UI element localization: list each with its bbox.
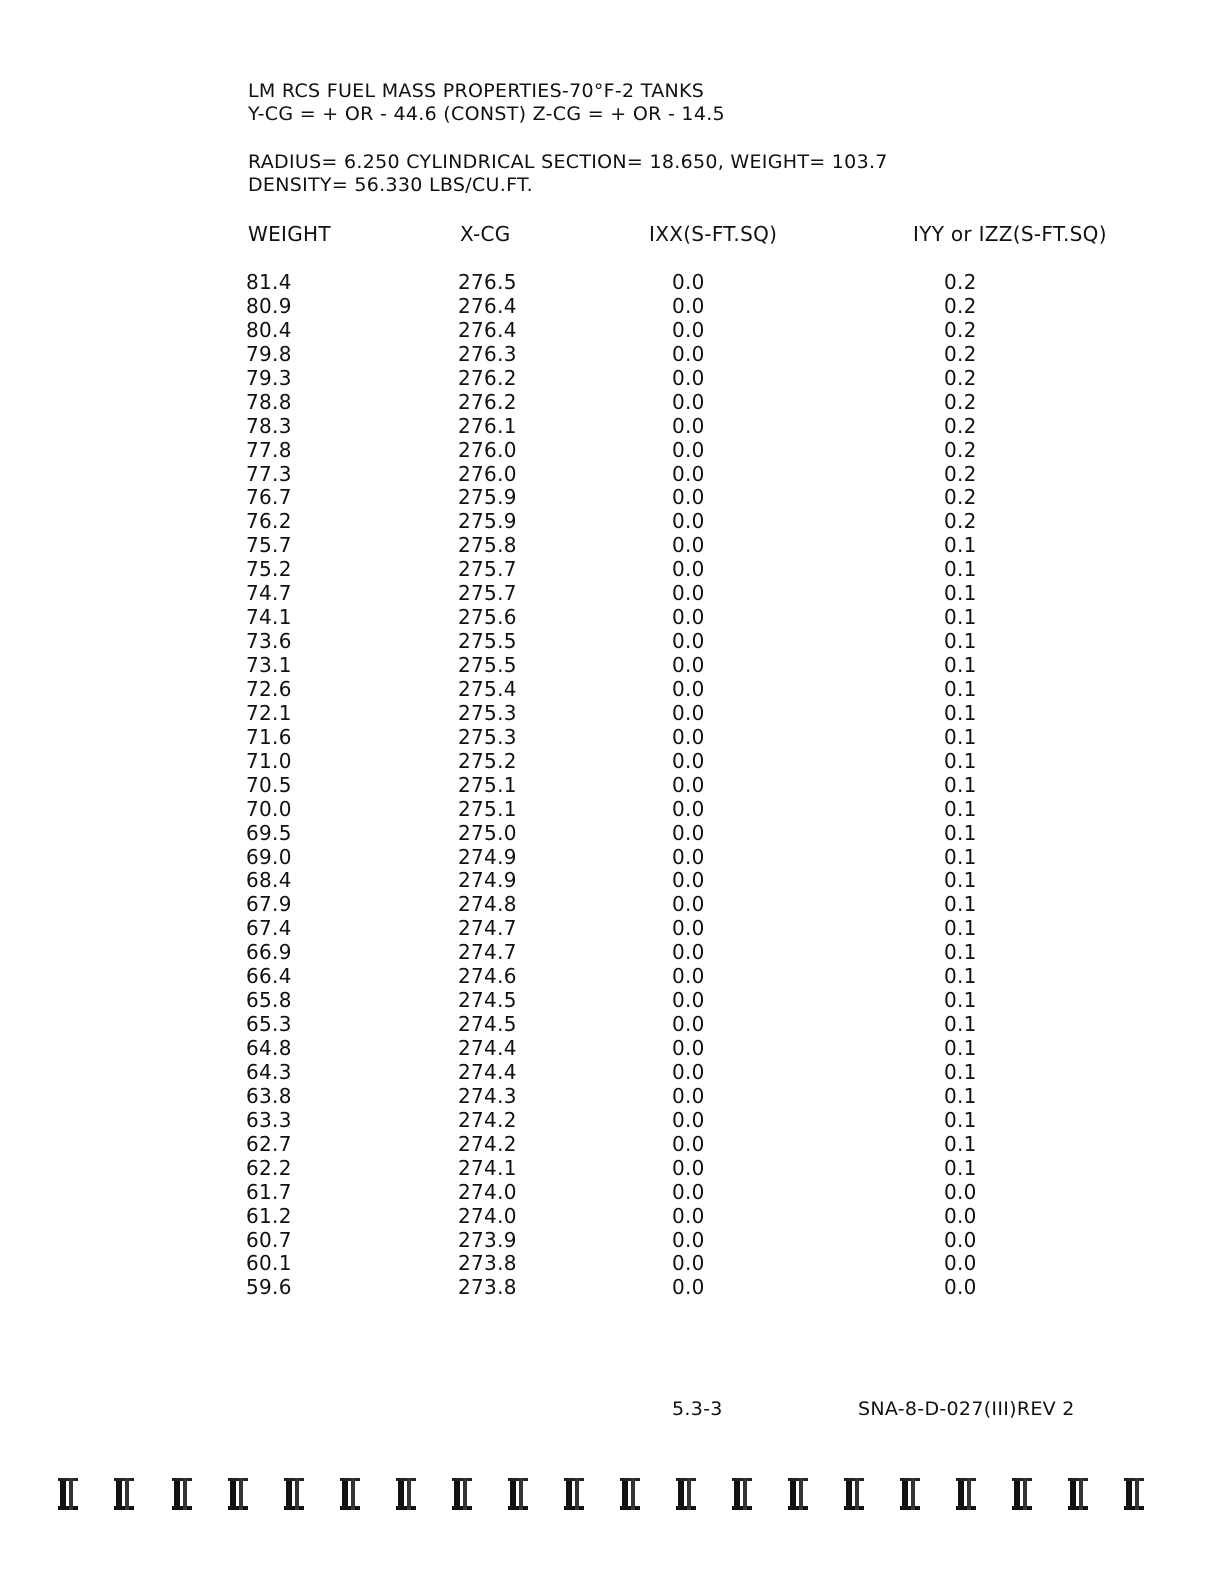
iyy-cell: 0.2 [944,437,977,462]
iyy-cell: 0.2 [944,293,977,318]
iyy-cell: 0.1 [944,940,977,965]
scan-mark [1014,1478,1030,1510]
iyy-cell: 0.0 [944,1203,977,1228]
ixx-cell: 0.0 [672,820,705,845]
column-header-iyy: IYY or IZZ(S-FT.SQ) [913,222,1107,246]
xcg-cell: 275.3 [458,700,517,725]
iyy-cell: 0.2 [944,317,977,342]
ixx-cell: 0.0 [672,270,705,294]
page-number: 5.3-3 [672,1398,723,1420]
table-row [0,1275,1220,1299]
weight-cell: 68.4 [246,868,292,893]
xcg-cell: 274.4 [458,1036,517,1060]
scan-mark [678,1478,694,1510]
xcg-cell: 275.2 [458,748,517,773]
weight-cell: 66.9 [246,940,292,965]
cg-line: Y-CG = + OR - 44.6 (CONST) Z-CG = + OR - 14.5 [248,103,725,125]
xcg-cell: 274.7 [458,916,517,941]
xcg-cell: 275.9 [458,509,517,534]
iyy-cell: 0.1 [944,820,977,845]
table-row [0,485,1220,509]
table-row [0,868,1220,892]
ixx-cell: 0.0 [672,485,705,510]
scan-mark [790,1478,806,1510]
ixx-cell: 0.0 [672,772,705,797]
iyy-cell: 0.2 [944,509,977,534]
xcg-cell: 273.9 [458,1227,517,1252]
ixx-cell: 0.0 [672,317,705,342]
iyy-cell: 0.1 [944,988,977,1013]
iyy-cell: 0.1 [944,533,977,558]
title-line: LM RCS FUEL MASS PROPERTIES-70°F-2 TANKS [248,80,705,102]
ixx-cell: 0.0 [672,796,705,821]
ixx-cell: 0.0 [672,1083,705,1108]
table-row [0,1060,1220,1084]
scan-mark [230,1478,246,1510]
iyy-cell: 0.0 [944,1179,977,1204]
table-row [0,629,1220,653]
ixx-cell: 0.0 [672,1179,705,1204]
iyy-cell: 0.1 [944,1155,977,1180]
weight-cell: 70.0 [246,796,292,821]
xcg-cell: 276.4 [458,317,517,342]
iyy-cell: 0.0 [944,1227,977,1252]
iyy-cell: 0.1 [944,724,977,749]
weight-cell: 73.1 [246,653,292,677]
xcg-cell: 276.4 [458,293,517,318]
xcg-cell: 274.0 [458,1203,517,1228]
table-row [0,318,1220,342]
scan-mark [342,1478,358,1510]
xcg-cell: 275.6 [458,605,517,630]
iyy-cell: 0.1 [944,1131,977,1156]
table-row [0,725,1220,749]
iyy-cell: 0.1 [944,772,977,797]
scan-mark [622,1478,638,1510]
table-row [0,749,1220,773]
xcg-cell: 275.0 [458,820,517,845]
iyy-cell: 0.1 [944,605,977,630]
scan-mark [454,1478,470,1510]
table-row [0,677,1220,701]
weight-cell: 77.3 [246,461,292,486]
weight-cell: 61.2 [246,1203,292,1228]
scan-mark [958,1478,974,1510]
iyy-cell: 0.1 [944,892,977,917]
ixx-cell: 0.0 [672,1131,705,1156]
scan-mark [1070,1478,1086,1510]
weight-cell: 75.2 [246,557,292,582]
weight-cell: 67.4 [246,916,292,941]
xcg-cell: 273.8 [458,1251,517,1276]
scan-mark [1126,1478,1142,1510]
ixx-cell: 0.0 [672,1036,705,1060]
ixx-cell: 0.0 [672,413,705,438]
xcg-cell: 275.7 [458,557,517,582]
radius-line: RADIUS= 6.250 CYLINDRICAL SECTION= 18.650, WEIGHT= 103.7 [248,151,888,173]
xcg-cell: 274.9 [458,844,517,869]
table-row [0,414,1220,438]
xcg-cell: 276.2 [458,389,517,414]
ixx-cell: 0.0 [672,1251,705,1276]
iyy-cell: 0.2 [944,389,977,414]
ixx-cell: 0.0 [672,916,705,941]
xcg-cell: 276.2 [458,365,517,390]
iyy-cell: 0.2 [944,365,977,390]
iyy-cell: 0.0 [944,1275,977,1300]
weight-cell: 79.8 [246,341,292,366]
table-row [0,1251,1220,1275]
ixx-cell: 0.0 [672,365,705,390]
iyy-cell: 0.0 [944,1251,977,1276]
weight-cell: 72.1 [246,700,292,725]
xcg-cell: 275.1 [458,772,517,797]
ixx-cell: 0.0 [672,341,705,366]
iyy-cell: 0.1 [944,844,977,869]
ixx-cell: 0.0 [672,1107,705,1132]
iyy-cell: 0.1 [944,1083,977,1108]
iyy-cell: 0.2 [944,413,977,438]
scan-edge-marks [56,1478,1156,1518]
ixx-cell: 0.0 [672,605,705,630]
ixx-cell: 0.0 [672,964,705,989]
xcg-cell: 275.5 [458,653,517,677]
weight-cell: 70.5 [246,772,292,797]
table-row [0,1084,1220,1108]
weight-cell: 62.2 [246,1155,292,1180]
xcg-cell: 274.5 [458,988,517,1013]
mass-properties-table [0,270,1220,1299]
ixx-cell: 0.0 [672,389,705,414]
xcg-cell: 276.0 [458,437,517,462]
iyy-cell: 0.2 [944,461,977,486]
xcg-cell: 276.3 [458,341,517,366]
ixx-cell: 0.0 [672,892,705,917]
table-row [0,581,1220,605]
weight-cell: 75.7 [246,533,292,558]
weight-cell: 71.0 [246,748,292,773]
scan-mark [902,1478,918,1510]
ixx-cell: 0.0 [672,293,705,318]
ixx-cell: 0.0 [672,748,705,773]
weight-cell: 60.7 [246,1227,292,1252]
scan-mark [510,1478,526,1510]
scan-mark [734,1478,750,1510]
ixx-cell: 0.0 [672,461,705,486]
scan-mark [116,1478,132,1510]
table-row [0,701,1220,725]
ixx-cell: 0.0 [672,557,705,582]
ixx-cell: 0.0 [672,629,705,654]
xcg-cell: 275.5 [458,629,517,654]
weight-cell: 72.6 [246,676,292,701]
table-row [0,462,1220,486]
weight-cell: 64.8 [246,1036,292,1060]
table-row [0,1036,1220,1060]
iyy-cell: 0.1 [944,916,977,941]
iyy-cell: 0.1 [944,581,977,606]
xcg-cell: 276.5 [458,270,517,294]
scan-mark [286,1478,302,1510]
xcg-cell: 274.5 [458,1012,517,1037]
iyy-cell: 0.2 [944,485,977,510]
iyy-cell: 0.1 [944,676,977,701]
weight-cell: 64.3 [246,1059,292,1084]
ixx-cell: 0.0 [672,844,705,869]
table-row [0,270,1220,294]
table-row [0,533,1220,557]
iyy-cell: 0.1 [944,629,977,654]
iyy-cell: 0.1 [944,700,977,725]
weight-cell: 63.3 [246,1107,292,1132]
xcg-cell: 274.0 [458,1179,517,1204]
weight-cell: 77.8 [246,437,292,462]
document-id: SNA-8-D-027(III)REV 2 [858,1398,1075,1420]
ixx-cell: 0.0 [672,940,705,965]
xcg-cell: 276.1 [458,413,517,438]
ixx-cell: 0.0 [672,868,705,893]
table-row [0,1012,1220,1036]
scan-mark [398,1478,414,1510]
xcg-cell: 274.2 [458,1107,517,1132]
table-row [0,366,1220,390]
ixx-cell: 0.0 [672,1275,705,1300]
scan-mark [174,1478,190,1510]
ixx-cell: 0.0 [672,700,705,725]
table-row [0,845,1220,869]
column-header-xcg: X-CG [460,222,511,246]
column-header-weight: WEIGHT [248,222,331,246]
iyy-cell: 0.1 [944,748,977,773]
xcg-cell: 275.9 [458,485,517,510]
table-row [0,653,1220,677]
weight-cell: 69.0 [246,844,292,869]
xcg-cell: 275.4 [458,676,517,701]
iyy-cell: 0.1 [944,1012,977,1037]
weight-cell: 65.3 [246,1012,292,1037]
xcg-cell: 273.8 [458,1275,517,1300]
scan-mark [566,1478,582,1510]
table-row [0,294,1220,318]
xcg-cell: 274.9 [458,868,517,893]
ixx-cell: 0.0 [672,581,705,606]
table-row [0,1132,1220,1156]
xcg-cell: 274.8 [458,892,517,917]
table-row [0,1204,1220,1228]
table-row [0,940,1220,964]
table-row [0,1228,1220,1252]
table-row [0,557,1220,581]
column-header-ixx: IXX(S-FT.SQ) [649,222,778,246]
table-row [0,892,1220,916]
ixx-cell: 0.0 [672,533,705,558]
table-row [0,438,1220,462]
weight-cell: 80.9 [246,293,292,318]
xcg-cell: 275.3 [458,724,517,749]
xcg-cell: 276.0 [458,461,517,486]
scan-mark [846,1478,862,1510]
table-row [0,1108,1220,1132]
iyy-cell: 0.1 [944,1036,977,1060]
table-row [0,342,1220,366]
iyy-cell: 0.1 [944,653,977,677]
weight-cell: 69.5 [246,820,292,845]
iyy-cell: 0.1 [944,557,977,582]
iyy-cell: 0.1 [944,868,977,893]
weight-cell: 60.1 [246,1251,292,1276]
weight-cell: 78.3 [246,413,292,438]
table-row [0,509,1220,533]
weight-cell: 74.7 [246,581,292,606]
ixx-cell: 0.0 [672,509,705,534]
weight-cell: 76.7 [246,485,292,510]
weight-cell: 80.4 [246,317,292,342]
xcg-cell: 275.8 [458,533,517,558]
xcg-cell: 275.7 [458,581,517,606]
xcg-cell: 274.6 [458,964,517,989]
ixx-cell: 0.0 [672,1012,705,1037]
xcg-cell: 274.3 [458,1083,517,1108]
scan-mark [60,1478,76,1510]
weight-cell: 59.6 [246,1275,292,1300]
table-row [0,916,1220,940]
table-row [0,821,1220,845]
ixx-cell: 0.0 [672,1203,705,1228]
xcg-cell: 275.1 [458,796,517,821]
weight-cell: 76.2 [246,509,292,534]
table-row [0,988,1220,1012]
xcg-cell: 274.2 [458,1131,517,1156]
weight-cell: 74.1 [246,605,292,630]
xcg-cell: 274.1 [458,1155,517,1180]
table-row [0,773,1220,797]
ixx-cell: 0.0 [672,724,705,749]
iyy-cell: 0.2 [944,341,977,366]
weight-cell: 63.8 [246,1083,292,1108]
weight-cell: 65.8 [246,988,292,1013]
weight-cell: 73.6 [246,629,292,654]
weight-cell: 81.4 [246,270,292,294]
table-row [0,605,1220,629]
ixx-cell: 0.0 [672,676,705,701]
xcg-cell: 274.7 [458,940,517,965]
ixx-cell: 0.0 [672,1059,705,1084]
weight-cell: 71.6 [246,724,292,749]
ixx-cell: 0.0 [672,653,705,677]
iyy-cell: 0.2 [944,270,977,294]
iyy-cell: 0.1 [944,1059,977,1084]
table-row [0,797,1220,821]
iyy-cell: 0.1 [944,796,977,821]
weight-cell: 79.3 [246,365,292,390]
weight-cell: 67.9 [246,892,292,917]
iyy-cell: 0.1 [944,1107,977,1132]
ixx-cell: 0.0 [672,1227,705,1252]
weight-cell: 62.7 [246,1131,292,1156]
iyy-cell: 0.1 [944,964,977,989]
table-row [0,390,1220,414]
weight-cell: 61.7 [246,1179,292,1204]
ixx-cell: 0.0 [672,1155,705,1180]
table-row [0,1156,1220,1180]
weight-cell: 78.8 [246,389,292,414]
density-line: DENSITY= 56.330 LBS/CU.FT. [248,174,533,196]
xcg-cell: 274.4 [458,1059,517,1084]
table-row [0,1180,1220,1204]
weight-cell: 66.4 [246,964,292,989]
table-row [0,964,1220,988]
ixx-cell: 0.0 [672,437,705,462]
ixx-cell: 0.0 [672,988,705,1013]
